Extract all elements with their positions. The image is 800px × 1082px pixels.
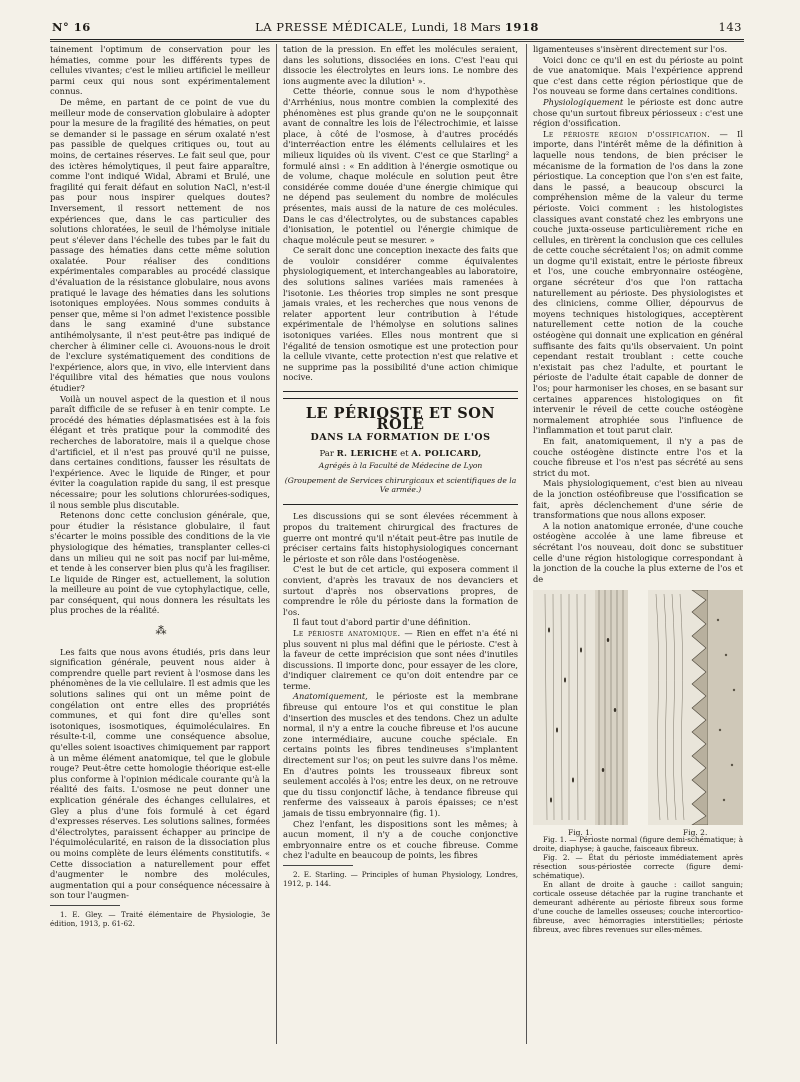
paragraph <box>533 129 743 436</box>
figure-legend: Fig. 1. — Périoste normal (figure demi-schématique; à droite, diaphyse; à gauche, faisceaux fibreux. <box>533 835 743 854</box>
footnote-rule <box>283 865 353 866</box>
heading-rule <box>283 398 518 399</box>
figure-1-illustration <box>533 590 628 825</box>
author-affiliation: Agrégés à la Faculté de Médecine de Lyon <box>318 461 483 471</box>
article-heading-block <box>283 391 518 505</box>
paragraph: Chez l'enfant, les dispositions sont les mêmes; à aucun moment, il n'y a de couche conjonctive embryonnaire entre os et couche fibreuse. Comme chez l'adulte en beaucoup de points, les fibres <box>283 818 518 861</box>
issue-date: Lundi, 18 Mars <box>411 20 501 34</box>
article-title: LE PÉRIOSTE ET SON ROLE <box>305 405 496 433</box>
paragraph: De même, en partant de ce point de vue du meilleur mode de conservation globulaire à adopter pour la mesure de la fragilité des hématies, on peut se demander si le passage en sérum oxalaté n'est pas passible de quelques critiques ou, tout au moins, de certaines réserves. Le fait seul que, pour des ictères hémolytiques, il peut faire apparaître, comme l'ont indiqué Widal, Abrami et Brulé, une fragilité qui ferait défaut en solution NaCl, n'est-il pas pour nous inspirer quelques doutes? Inversement, il ressort nettement de nos expériences que, dans le cas particulier des solutions chloratées, le seuil de l'hémolyse initiale peut s'élever dans l'échelle des tubes par le fait du passage des hématies dans cette même solution oxalatée. Pour réaliser des conditions expérimentales comparables au procédé classique d'évaluation de la résistance globulaire, nous avons pratiqué le lavage des hématies dans les solutions isotoniques employées. Nous sommes conduits à penser que, même si l'on admet l'existence possible dans le sang examiné d'une substance antihémolysante, il n'est peut-être pas indiqué de chercher à éliminer celle ci. Avouons-nous le droit de l'exclure systématiquement des conditions de l'expérience, alors que, in vivo, elle intervient dans l'équilibre vital des hématies que nous voulons étudier? <box>50 96 270 393</box>
paragraph: C'est le but de cet article, qui exposera comment il convient, d'après les travaux de nos devanciers et surtout d'après nos observations propres, de comprendre le rôle du périoste dans la formation de l'os. <box>283 564 518 617</box>
author-name: R. LERICHE <box>336 448 398 459</box>
column-2 <box>283 44 518 1044</box>
issue-year: 1918 <box>504 20 539 34</box>
figure-2-label: Fig. 2. <box>683 828 708 838</box>
figure-1-label: Fig. 1. <box>568 828 593 838</box>
footnote: 1. E. Gley. — Traité élémentaire de Physiologie, 3e édition, 1913, p. 61-62. <box>50 909 270 928</box>
paragraph <box>533 97 743 129</box>
column-3 <box>533 44 743 1044</box>
figure-legend: Fig. 2. — État du périoste immédiatement après résection sous-périostée correcte (figure demi-schématique). <box>533 853 743 881</box>
journal-name: LA PRESSE MÉDICALE, <box>255 20 408 34</box>
page-number: 143 <box>718 20 742 34</box>
author-affiliation: (Groupement de Services chirurgicaux et scientifiques de la Ve armée.) <box>284 476 517 495</box>
paragraph: En fait, anatomiquement, il n'y a pas de couche ostéogène distincte entre l'os et la couche fibreuse et l'os n'est pas sécrété au sens strict du mot. <box>533 435 743 478</box>
italic-lead: Anatomiquement, <box>293 691 368 702</box>
header-rule-thin <box>50 41 744 42</box>
paragraph: tation de la pression. En effet les molécules seraient, dans les solutions, dissociées en ions. C'est l'eau qui dissocie les électrolytes en leurs ions. Le nombre des ions augmente avec la dilution¹ ». <box>283 44 518 86</box>
italic-lead: Physiologiquement <box>543 96 624 107</box>
paragraph-text: — Il importe, dans l'intérêt même de la définition à laquelle nous tendons, de bien préciser le mécanisme de la formation de l'os dans la zone périostique. La conception que l'on s'en est faite, dans le passé, a beaucoup obscurci la compréhension même de la valeur du terme périoste. Voici comment : les histologistes classiques avant constaté chez les embryons une couche juxta-osseuse particulièrement riche en cellules, en tirèrent la conclusion que ces cellules de cette couche sécrétaient l'os; on admit comme un dogme qu'il existait, entre le périoste fibreux et l'os, une couche embryonnaire ostéogène, organe sécréteur d'os que l'on rattacha naturellement au périoste. Des physiologistes et des cliniciens, comme Ollier, dépourvus de moyens techniques histologiques, acceptèrent naturellement cette notion de la couche ostéogène qui donnait une explication en général suffisante des faits qu'ils observaient. Un point cependant restait troublant : cette couche n'existait pas chez l'adulte, et pourtant le périoste de l'adulte était capable de donner de l'os; pour harmoniser les choses, en se basant sur certaines apparences histologiques on fit intervenir le réveil de cette couche ostéogène normalement atrophiée sous l'influence de l'inflammation et tout parut clair. <box>533 128 743 436</box>
paragraph: Les discussions qui se sont élevées récemment à propos du traitement chirurgical des fractures de guerre ont montré qu'il n'était peut-être pas inutile de préciser certains faits histophysiologiques concernant le périoste et son rôle dans l'ostéogenèse. <box>283 511 518 564</box>
journal-title <box>52 20 742 34</box>
paragraph-text: — Rien en effet n'a été ni plus souvent ni plus mal défini que le périoste. C'est à la faveur de cette imprécision que sont nées d'inutiles discussions. Il importe donc, pour essayer de les clore, d'indiquer clairement ce qu'on doit entendre par ce terme. <box>283 627 518 691</box>
section-asterism: ⁂ <box>155 624 165 638</box>
header-rule <box>50 39 744 40</box>
footnote-rule <box>50 905 120 906</box>
paragraph <box>283 628 518 692</box>
section-heading: Le périoste région d'ossification. <box>543 128 711 139</box>
paragraph <box>283 691 518 818</box>
figure-legend: En allant de droite à gauche : caillot sanguin; corticale osseuse détachée par la rugine tranchante et demeurant adhérente au périoste fibreux sous forme d'une couche de lamelles osseuses; couche intercortico-fibreuse, avec hémorragies interstitielles; périoste fibreux, avec fibres revenues sur elles-mêmes. <box>533 880 743 935</box>
paragraph: Les faits que nous avons étudiés, pris dans leur signification générale, peuvent nous aider à comprendre quelle part revient à l'osmose dans les phénomènes de la vie cellulaire. Il est admis que les solutions salines qui ont un même point de congélation ont entre elles des propriétés communes, et qui font dire qu'elles sont isotoniques, isosmotiques, équimoléculaires. En résulte-t-il, comme une conséquence absolue, qu'elles soient isoactives chimiquement par rapport à un même élément anatomique, tel que le globule rouge? Peut-être cette homologie théorique est-elle plus conforme à l'opinion médicale courante qu'à la réalité des faits. L'osmose ne peut donner une explication générale des échanges cellulaires, et Gley a plus d'une fois formulé à cet égard d'expresses réserves. Les solutions salines, formées d'électrolytes, paraissent échapper au principe de l'équimolécularité, en raison de la dissociation plus ou moins complète de leurs éléments constitutifs. « Cette dissociation a naturellement pour effet d'augmenter le nombre des molécules, augmentation qui a pour conséquence nécessaire à son tour l'augmen- <box>50 646 270 901</box>
paragraph-text: le périoste est donc autre chose qu'un surtout fibreux périosseux : c'est une région d'ossification. <box>533 96 743 129</box>
figure-block <box>533 590 743 838</box>
column-divider <box>526 44 527 1044</box>
paragraph: Voici donc ce qu'il en est du périoste au point de vue anatomique. Mais l'expérience apprend que c'est dans cette région périostique que de l'os nouveau se forme dans certaines conditions. <box>533 54 743 97</box>
article-subtitle: DANS LA FORMATION DE L'OS <box>310 432 491 444</box>
column-divider <box>276 44 277 1044</box>
paragraph: Voilà un nouvel aspect de la question et il nous paraît difficile de se refuser à en tenir compte. Le procédé des hématies déplasmatisées est à la fois élégant et très pratique pour la commodité des recherches de laboratoire, mais il a quelque chose d'artificiel, et il n'est pas prouvé qu'il ne puisse, dans certaines conditions, fausser les résultats de l'expérience. Avec le liquide de Ringer, et pour éviter la coagulation rapide du sang, il est presque nécessaire; pour les solutions chlorurées-sodiques, il nous semble plus discutable. <box>50 393 270 510</box>
article-authors <box>283 449 518 460</box>
authors-and: et <box>400 448 409 459</box>
paragraph: Ce serait donc une conception inexacte des faits que de vouloir considérer comme équivalentes physiologiquement, et interchangeables au laboratoire, des solutions salines variées mais ramenées à l'isotonie. Les théories trop simples ne sont presque jamais vraies, et les recherches que nous venons de relater apportent leur contribution à l'étude expérimentale de l'hémolyse en solutions salines isotoniques variées. Elles nous montrent que si l'égalité de tension osmotique est une protection pour la cellule vivante, cette protection n'est que relative et ne supprime pas la possibilité d'une action chimique nocive. <box>283 245 518 383</box>
issue-number: N° 16 <box>52 20 91 34</box>
paragraph: Mais physiologiquement, c'est bien au niveau de la jonction ostéofibreuse que l'ossification se fait, après déclenchement d'une série de transformations que nous allons exposer. <box>533 478 743 521</box>
paragraph: A la notion anatomique erronée, d'une couche ostéogène accolée à une lame fibreuse et sécrétant l'os nouveau, doit donc se substituer celle d'une région histologique correspondant à la jonction de la couche la plus externe de l'os et de <box>533 520 743 584</box>
authors-prefix: Par <box>319 448 334 459</box>
paragraph: tainement l'optimum de conservation pour les hématies, comme pour les différents types de cellules vivantes; c'est le milieu artificiel le meilleur parmi ceux qui nous sont expérimentalement connus. <box>50 44 270 97</box>
paragraph: Il faut tout d'abord partir d'une définition. <box>293 617 471 628</box>
paragraph: Retenons donc cette conclusion générale, que, pour étudier la résistance globulaire, il faut s'écarter le moins possible des conditions de la vie physiologique des hématies, transplanter celles-ci dans un milieu qui ne soit pas nocif par lui-même, et tende à les conserver bien plus qu'à les fragiliser. Le liquide de Ringer est, actuellement, la solution la meilleure au point de vue cytophylactique, celle, par conséquent, qui nous donnera les résultats les plus proches de la réalité. <box>50 510 270 616</box>
paragraph: Cette théorie, connue sous le nom d'hypothèse d'Arrhénius, nous montre combien la complexité des phénomènes est plus grande qu'on ne le soupçonnait avant de connaître les lois de l'électrochimie, et laisse place, à côté de l'osmose, à d'autres procédés d'interréaction entre les éléments cellulaires et les milieux liquides où ils vivent. C'est ce que Starling² a formulé ainsi : « En addition à l'énergie osmotique ou de volume, chaque molécule en solution peut être considérée comme douée d'une énergie chimique qui ne dépend pas seulement du nombre de molécules présentes, mais aussi de la nature de ces molécules. Dans le cas d'électrolytes, ou de substances capables d'ionisation, le potentiel ou l'énergie chimique de chaque molécule peut se mesurer. » <box>283 86 518 245</box>
section-heading: Le périoste anatomique. <box>293 627 401 638</box>
running-header <box>52 20 742 36</box>
paragraph-text: le périoste est la membrane fibreuse qui entoure l'os et qui constitue le plan d'insertion des muscles et des tendons. Chez un adulte normal, il n'y a entre la couche fibreuse et l'os aucune zone intermédiaire, aucune couche spéciale. En certains points les fibres tendineuses s'implantent directement sur l'os; on peut les suivre dans l'os même. En d'autres points les trousseaux fibreux sont seulement accolés à l'os; entre les deux, on ne retrouve que du tissu conjonctif lâche, à tendance fibreuse qui renferme des vaisseaux à parois épaisses; ce n'est jamais de tissu embryonnaire (fig. 1). <box>283 691 518 818</box>
figure-2-illustration <box>648 590 743 825</box>
column-1 <box>50 44 270 1034</box>
footnote: 2. E. Starling. — Principles of human Physiology, Londres, 1912, p. 144. <box>283 869 518 888</box>
paragraph: ligamenteuses s'insèrent directement sur l'os. <box>533 44 728 54</box>
author-name: A. POLICARD, <box>411 448 482 459</box>
